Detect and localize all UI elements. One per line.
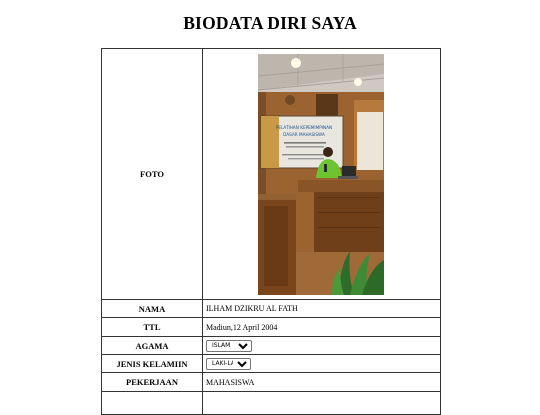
empty-row bbox=[102, 392, 440, 414]
pekerjaan-row bbox=[102, 373, 440, 392]
jenis-kelamin-label: JENIS KELAMIIN bbox=[102, 355, 203, 372]
foto-label: FOTO bbox=[102, 49, 203, 299]
jenis-kelamin-cell bbox=[203, 355, 440, 372]
banner-line-1: PELATIHAN KEPEMIMPINAN bbox=[275, 124, 333, 130]
nama-value: ILHAM DZIKRU AL FATH bbox=[206, 304, 298, 313]
banner-line-2: DASAR MAHASISWA bbox=[283, 131, 325, 137]
pekerjaan-label: PEKERJAAN bbox=[102, 373, 203, 391]
ttl-label: TTL bbox=[102, 318, 203, 336]
ttl-value: Madiun,12 April 2004 bbox=[206, 322, 278, 332]
agama-cell bbox=[203, 337, 440, 354]
nama-row bbox=[102, 300, 440, 318]
empty-value-cell bbox=[203, 392, 440, 414]
profile-photo bbox=[258, 54, 384, 295]
photo-row bbox=[102, 49, 440, 300]
jenis-kelamin-row bbox=[102, 355, 440, 373]
page-title: BIODATA DIRI SAYA bbox=[183, 13, 357, 33]
pekerjaan-value: MAHASISWA bbox=[206, 377, 255, 387]
agama-row bbox=[102, 337, 440, 355]
biodata-table bbox=[101, 48, 441, 415]
empty-label-cell bbox=[102, 392, 203, 414]
nama-label: NAMA bbox=[102, 300, 203, 317]
jenis-kelamin-select[interactable] bbox=[206, 358, 251, 370]
photo-cell bbox=[203, 49, 440, 299]
agama-label: AGAMA bbox=[102, 337, 203, 354]
ttl-row bbox=[102, 318, 440, 337]
agama-select[interactable] bbox=[206, 340, 252, 352]
